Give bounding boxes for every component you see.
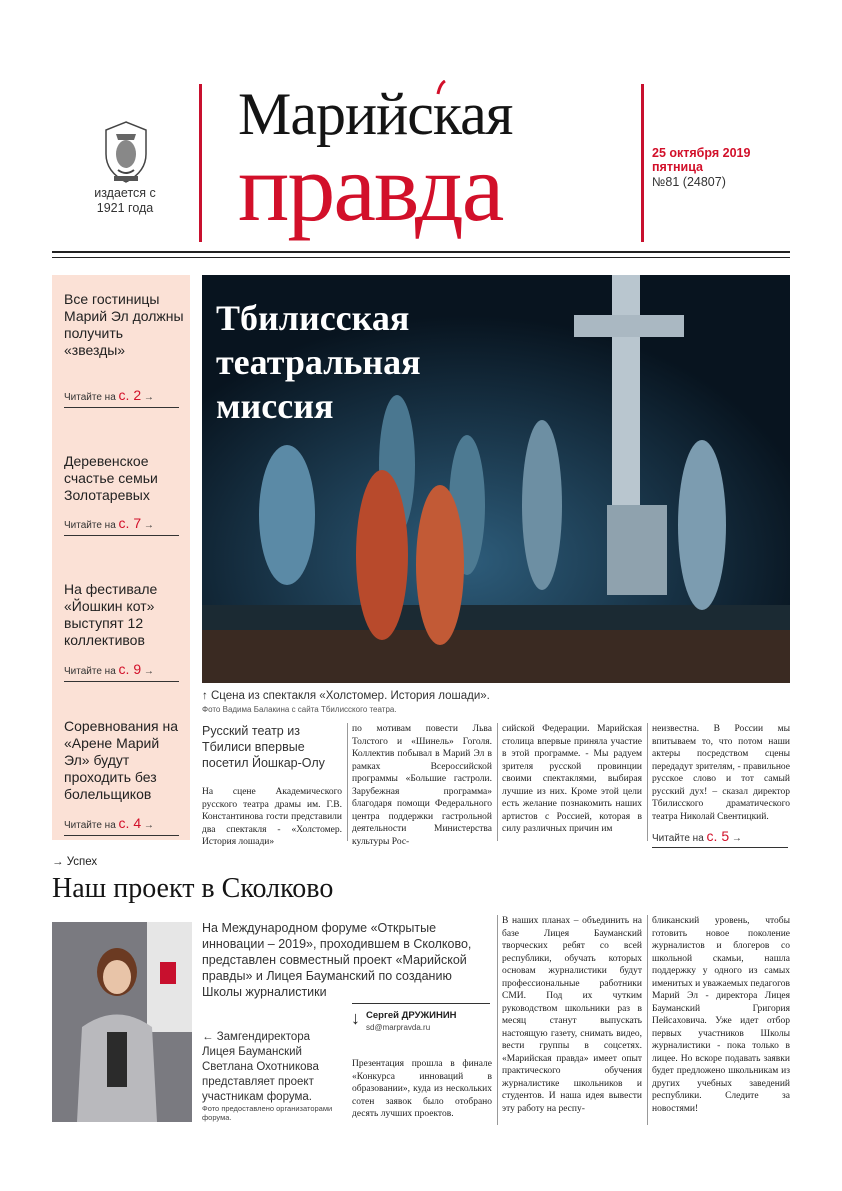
column-divider	[647, 723, 648, 841]
author-rule	[352, 1003, 490, 1004]
article-column: по мотивам повести Льва Толстого и «Шинель» Гоголя. Коллектив побывал в Марий Эл в рамках Всероссийской программы «Большие гастроли. Зарубежная программа» благодаря помощи Федерального центра поддержки гастрольной деятельности Министерства культуры Рос-	[352, 724, 492, 847]
teaser-page-link[interactable]: Читайте на с. 4 →	[64, 815, 179, 836]
second-story-headline[interactable]: Наш проект в Сколково	[52, 873, 334, 904]
teaser-page-link[interactable]: Читайте на с. 9 →	[64, 661, 179, 682]
newspaper-title-line2: правда	[238, 134, 503, 241]
column-divider	[497, 723, 498, 841]
photo-caption: ← Замгендиректора Лицея Бауманский Светлана Охотникова представляет проект участникам форума.	[202, 1031, 319, 1103]
article-column: бликанский уровень, чтобы готовить новое поколение журналистов и блогеров со школьной скамьи, нашла поддержку у одного из самых именитых и уважаемых педагогов Марий Эл - директора Лицея Бауманский Григория Пейсаховича. Уже идет отбор первых участников Школы журналистики - пока только в лицее. Но вскоре подавать заявки будет предложено школьникам из других учебных заведений республики. Следите за новостями!	[652, 916, 790, 1114]
section-rubric: → Успех	[52, 856, 98, 868]
column-divider	[647, 915, 648, 1125]
coat-of-arms-icon	[100, 120, 152, 184]
teaser-page-link[interactable]: Читайте на с. 2 →	[64, 387, 179, 408]
issue-weekday: пятница	[652, 160, 703, 174]
masthead-divider-left	[199, 84, 202, 242]
newspaper-title-line1: Марийская	[238, 81, 513, 147]
author-name: Сергей ДРУЖИНИН	[366, 1010, 457, 1021]
article-column: На сцене Академического русского театра драмы им. Г.В. Константинова гости представили два спектакля - «Холстомер. История лошади»	[202, 787, 342, 847]
teaser-headline[interactable]: На фестивале «Йошкин кот» выступят 12 коллективов	[64, 581, 158, 648]
column-divider	[497, 915, 498, 1125]
photo-caption: ↑ Сцена из спектакля «Холстомер. История лошади».	[202, 690, 490, 702]
article-column: сийской Федерации. Марийская столица впервые приняла участие в этой программе. - Мы радуем зрителя русской провинции своими спектаклями, выбирая лучшие из них. Кроме этой цели есть желание познакомить наших артистов с Россией, которая в силу различных причин им	[502, 724, 642, 834]
article-column: неизвестна. В России мы впитываем то, что потом наши актеры посредством сцены передадут зрителям, - правильное русское слово и тот самый русский дух! – сказал директор Тбилисского драматического театра Николай Свентицкий.	[652, 724, 790, 822]
continue-reading-link[interactable]: Читайте на с. 5 →	[652, 828, 788, 848]
photo-credit: Фото предоставлено организаторами форума.	[202, 1104, 333, 1122]
teaser-headline[interactable]: Деревенское счастье семьи Золотаревых	[64, 453, 158, 503]
main-story-title[interactable]: Тбилисская театральная миссия	[216, 298, 421, 426]
issue-date: 25 октября 2019	[652, 146, 751, 160]
arrow-down-icon: ↓	[351, 1008, 360, 1028]
publication-since: издается с 1921 года	[94, 186, 156, 215]
teaser-page-link[interactable]: Читайте на с. 7 →	[64, 515, 179, 536]
teaser-headline[interactable]: Соревнования на «Арене Марий Эл» будут проходить без болельщиков	[64, 718, 179, 802]
masthead-divider-right	[641, 84, 644, 242]
masthead-rule-thin	[52, 257, 790, 258]
masthead-rule	[52, 251, 790, 253]
title-accent-icon	[436, 80, 446, 96]
photo-credit: Фото Вадима Балакина с сайта Тбилисского театра.	[202, 705, 397, 714]
main-story-lead: Русский театр из Тбилиси впервые посетил Йошкар-Олу	[202, 724, 325, 770]
article-column: В наших планах – объединить на базе Лицея Бауманский творческих ребят со всей республики, обучать которых основам журналистики будут профессиональные работники СМИ. Под их чутким руководством школьники раз в месяц станут выпускать настоящую газету, снимать видео, вести группы в соцсетях. «Марийская правда» имеет опыт практического обучения журналистике школьников и студентов. И наша идея вывести эту работу на респу-	[502, 916, 642, 1114]
second-story-lead: На Международном форуме «Открытые инновации – 2019», проходившем в Сколково, представлен совместный проект «Марийской правды» и Лицея Бауманский по созданию Школы журналистики	[202, 921, 472, 999]
column-divider	[347, 723, 348, 841]
article-column: Презентация прошла в финале «Конкурса инноваций в образовании», куда из нескольких сотен заявок было отобрано десять лучших проектов.	[352, 1059, 492, 1119]
issue-number: №81 (24807)	[652, 175, 726, 189]
sidebar-teasers	[52, 275, 190, 840]
author-email[interactable]: sd@marpravda.ru	[366, 1023, 431, 1032]
speaker-photo	[52, 922, 192, 1122]
teaser-headline[interactable]: Все гостиницы Марий Эл должны получить «звезды»	[64, 291, 184, 358]
